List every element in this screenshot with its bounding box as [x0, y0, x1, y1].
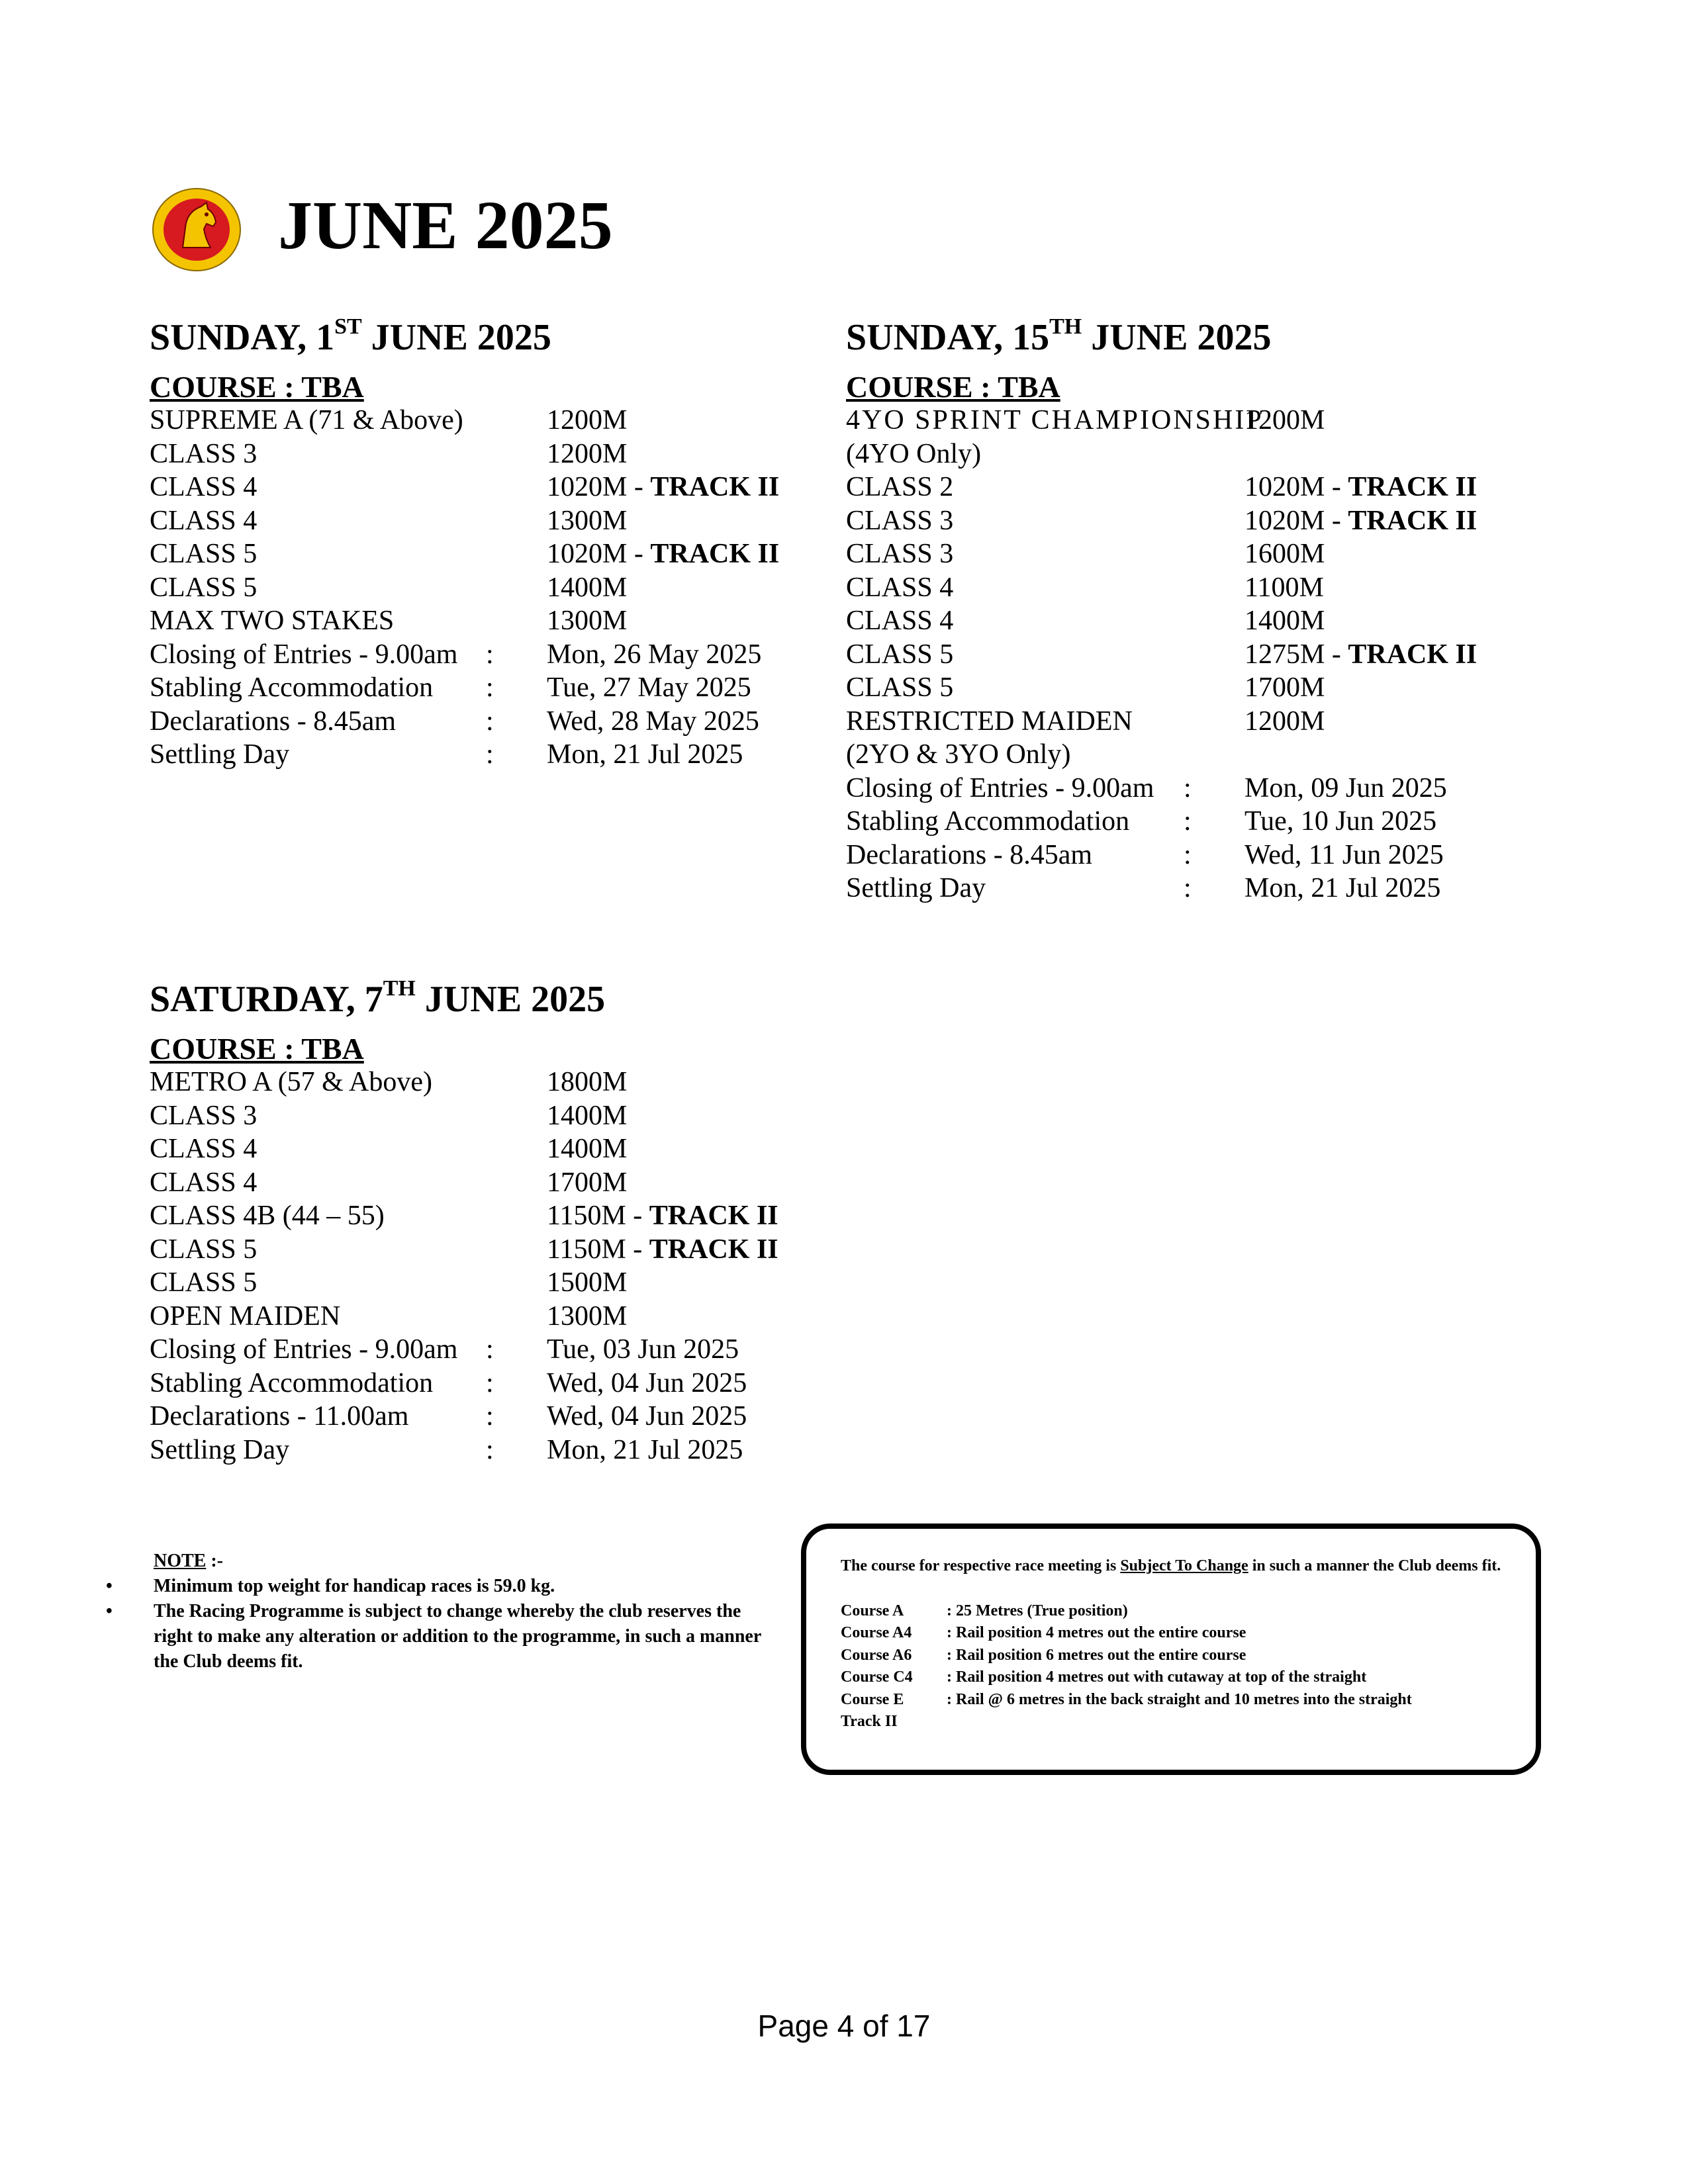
course-row: Course A : 25 Metres (True position): [841, 1602, 1128, 1619]
course-row: Course A4 : Rail position 4 metres out the entire course: [841, 1624, 1246, 1641]
note-item: • The Racing Programme is subject to change whereby the club reserves the right to make any alteration or addition to the programme, in such a manner the Club deems fit.: [106, 1601, 761, 1672]
meeting-title: SUNDAY, 15TH JUNE 2025: [846, 314, 1272, 358]
meeting-saturday-7-june: [150, 973, 778, 1467]
note-list: [106, 1574, 768, 1674]
race-row: (4YO Only): [846, 438, 982, 469]
schedule-row: Declarations - 8.45am : Wed, 28 May 2025: [150, 705, 759, 737]
course-heading: COURSE : TBA: [846, 370, 1060, 404]
race-row: CLASS 3 1200M: [150, 438, 628, 469]
race-row: (2YO & 3YO Only): [846, 739, 1071, 770]
race-row: MAX TWO STAKES 1300M: [150, 606, 628, 636]
race-row: CLASS 4 1300M: [150, 505, 628, 536]
schedule-row: Settling Day : Mon, 21 Jul 2025: [150, 1434, 743, 1465]
course-heading: COURSE : TBA: [150, 370, 364, 404]
race-row: CLASS 5 1400M: [150, 572, 628, 603]
race-row: CLASS 3 1600M: [846, 539, 1325, 569]
schedule-row: Stabling Accommodation : Tue, 27 May 2025: [150, 672, 751, 703]
race-row: CLASS 5 1500M: [150, 1267, 628, 1298]
race-row: RESTRICTED MAIDEN 1200M: [846, 705, 1325, 737]
race-row: CLASS 2 1020M - TRACK II: [846, 472, 1477, 502]
course-box-footer: Track II: [841, 1713, 898, 1730]
race-row: CLASS 3 1020M - TRACK II: [846, 505, 1477, 536]
course-row: Course E : Rail @ 6 metres in the back straight and 10 metres into the straight: [841, 1690, 1412, 1708]
race-row: 4YO SPRINT CHAMPIONSHIP 1200M: [846, 405, 1325, 435]
meeting-sunday-1-june: [150, 311, 780, 772]
note-section: [106, 1549, 768, 1674]
race-row: CLASS 4 1400M: [846, 606, 1325, 636]
race-row: OPEN MAIDEN 1300M: [150, 1300, 628, 1332]
course-heading: COURSE : TBA: [150, 1032, 364, 1066]
note-item: • Minimum top weight for handicap races is 59.0 kg.: [106, 1576, 555, 1596]
race-row: CLASS 5 1020M - TRACK II: [150, 539, 780, 569]
course-row: Course A6 : Rail position 6 metres out the entire course: [841, 1646, 1246, 1664]
meeting-title: SATURDAY, 7TH JUNE 2025: [150, 976, 606, 1020]
race-row: METRO A (57 & Above) 1800M: [150, 1067, 628, 1097]
schedule-row: Closing of Entries - 9.00am : Tue, 03 Jun 2025: [150, 1334, 739, 1365]
page-number: Page 4 of 17: [757, 2009, 931, 2043]
course-info-box: [801, 1524, 1541, 1775]
schedule-row: Settling Day : Mon, 21 Jul 2025: [150, 739, 743, 770]
course-row: Course C4 : Rail position 4 metres out with cutaway at top of the straight: [841, 1668, 1367, 1686]
schedule-row: Settling Day : Mon, 21 Jul 2025: [846, 873, 1441, 903]
page-title: JUNE 2025: [278, 187, 613, 263]
schedule-row: Closing of Entries - 9.00am : Mon, 09 Jun 2025: [846, 772, 1447, 803]
race-row: SUPREME A (71 & Above) 1200M: [150, 405, 628, 435]
race-row: CLASS 5 1700M: [846, 672, 1325, 703]
race-row: CLASS 4B (44 – 55) 1150M - TRACK II: [150, 1201, 778, 1231]
schedule-row: Closing of Entries - 9.00am : Mon, 26 May 2025: [150, 639, 762, 670]
meeting-title: SUNDAY, 1ST JUNE 2025: [150, 314, 551, 358]
meeting-sunday-15-june: [846, 311, 1477, 905]
note-heading: NOTE :-: [154, 1551, 224, 1571]
race-row: CLASS 5 1150M - TRACK II: [150, 1234, 778, 1265]
race-row: CLASS 4 1700M: [150, 1167, 628, 1198]
race-row: CLASS 4 1020M - TRACK II: [150, 472, 780, 502]
race-row: CLASS 5 1275M - TRACK II: [846, 639, 1477, 670]
schedule-row: Declarations - 11.00am : Wed, 04 Jun 2025: [150, 1401, 747, 1432]
race-row: CLASS 4 1400M: [150, 1134, 628, 1164]
race-row: CLASS 3 1400M: [150, 1100, 628, 1131]
course-box-intro: The course for respective race meeting is Subject To Change in such a manner the Club deems fit.: [841, 1557, 1501, 1574]
schedule-row: Declarations - 8.45am : Wed, 11 Jun 2025: [846, 839, 1444, 870]
race-row: CLASS 4 1100M: [846, 572, 1324, 603]
schedule-row: Stabling Accommodation : Wed, 04 Jun 2025: [150, 1367, 747, 1398]
schedule-row: Stabling Accommodation : Tue, 10 Jun 2025: [846, 806, 1437, 837]
club-crest-horse-icon: [151, 187, 242, 273]
